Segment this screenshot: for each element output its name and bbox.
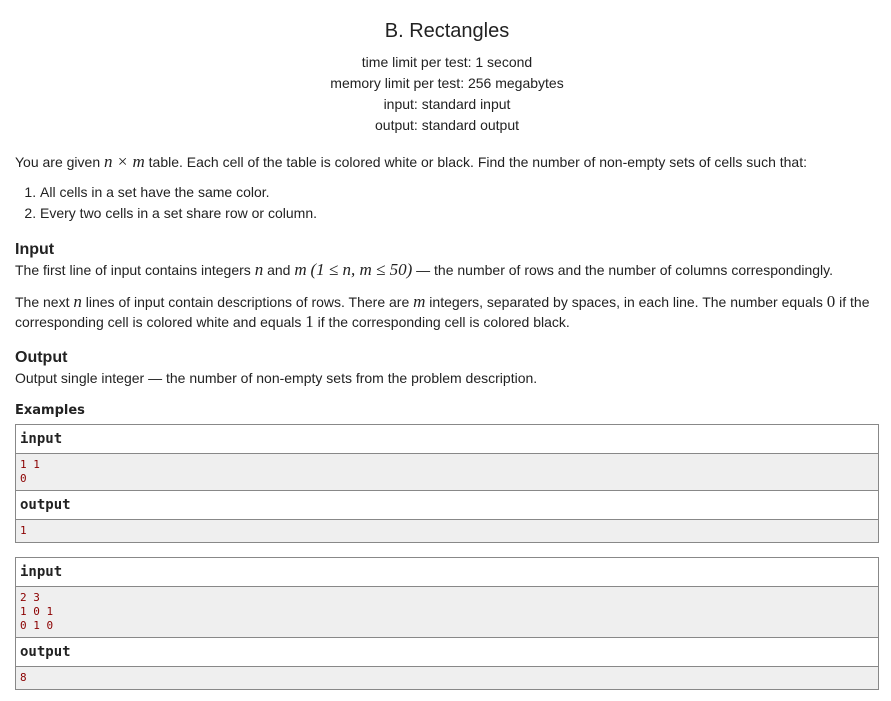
problem-title: B. Rectangles: [384, 20, 510, 42]
example-input-label: input: [16, 425, 878, 454]
example-input-label: input: [16, 558, 878, 587]
input-paragraph-2: [15, 292, 879, 332]
input-paragraph-1: [15, 260, 879, 280]
examples-title: Examples: [15, 403, 85, 418]
problem-page: [15, 0, 879, 690]
memory-limit: memory limit per test: 256 megabytes: [330, 75, 564, 91]
math-zero: 0: [826, 292, 836, 311]
intro-math: n × m: [104, 152, 145, 171]
math-constraint: (1 ≤ n, m ≤ 50): [310, 260, 413, 279]
conditions-list: [15, 182, 879, 224]
example-input-content[interactable]: 1 1 0: [16, 454, 878, 491]
example-output-content[interactable]: 1: [16, 520, 878, 542]
math-m: m: [294, 260, 307, 279]
math-m: m: [413, 292, 426, 311]
text-span: if the corresponding cell is colored white and equals: [15, 294, 870, 330]
output-paragraph: Output single integer — the number of non-empty sets from the problem description.: [15, 370, 538, 386]
input-specification: [15, 240, 879, 332]
text-span: The first line of input contains integers: [15, 262, 255, 278]
time-limit: time limit per test: 1 second: [361, 54, 533, 70]
example-output-label: output: [16, 638, 878, 667]
example-output-label: output: [16, 491, 878, 520]
intro-prefix: You are given: [15, 154, 104, 170]
output-specification: [15, 348, 879, 388]
text-span: lines of input contain descriptions of rows. There are: [81, 294, 414, 310]
condition-item: 2. Every two cells in a set share row or column.: [40, 203, 879, 224]
text-span: — the number of rows and the number of columns correspondingly.: [412, 262, 833, 278]
text-span: integers, separated by spaces, in each line. The number equals: [425, 294, 827, 310]
input-file: input: standard input: [383, 96, 511, 112]
statement-intro: [15, 152, 879, 172]
math-n: n: [73, 292, 82, 311]
examples-section: [15, 402, 879, 690]
problem-header: [15, 0, 879, 136]
intro-suffix: table. Each cell of the table is colored white or black. Find the number of non-empty sets of cells such that:: [144, 154, 807, 170]
output-file: output: standard output: [375, 117, 519, 133]
example-output-content[interactable]: 8: [16, 667, 878, 689]
output-section-title: Output: [15, 349, 68, 366]
math-n: n: [254, 260, 264, 279]
example-1: [15, 424, 879, 543]
condition-item: 1. All cells in a set have the same color.: [40, 182, 879, 203]
example-input-content[interactable]: 2 3 1 0 1 0 1 0: [16, 587, 878, 638]
text-span: and: [263, 262, 295, 278]
text-span: if the corresponding cell is colored black.: [313, 314, 570, 330]
text-span: The next: [15, 294, 74, 310]
input-section-title: Input: [15, 241, 55, 258]
example-2: [15, 557, 879, 690]
problem-statement: [15, 152, 879, 224]
math-one: 1: [305, 312, 314, 331]
